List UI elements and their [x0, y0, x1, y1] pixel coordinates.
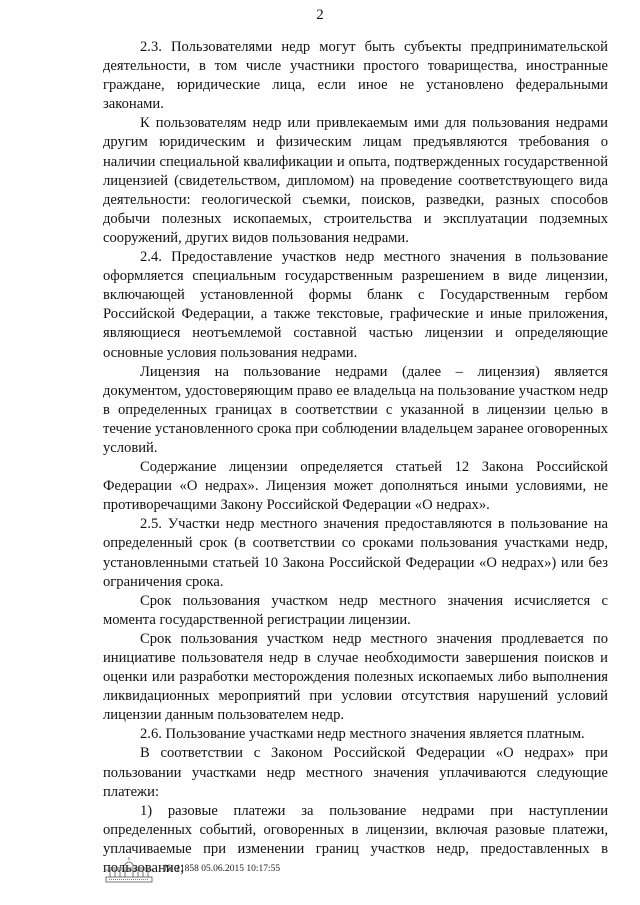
- parliament-building-seal-icon: [104, 854, 154, 884]
- page-number: 2: [316, 7, 324, 23]
- paragraph-license-content: Содержание лицензии определяется статьей 12 Закона Российской Федерации «О недрах». Лицензия может дополняться иными условиями, не противоречащими Закону Российской Федерации «О недрах».: [103, 459, 608, 514]
- paragraph-2-4: 2.4. Предоставление участков недр местного значения в пользование оформляется специальным государственным разрешением в виде лицензии, включающей установленной формы бланк с Государственным гербом Российской Федерации, а также текстовые, графические и иные приложения, являющиеся неотъемлемой составной частью лицензии и определяющие основные условия пользования недрами.: [103, 249, 608, 361]
- paragraph-2-3: 2.3. Пользователями недр могут быть субъекты предпринимательской деятельности, в том числе участники простого товарищества, иностранные граждане, юридические лица, если иное не установлено федеральными законами.: [103, 39, 608, 113]
- document-body: [103, 38, 608, 878]
- document-footer: [104, 852, 280, 886]
- paragraph-qualification-requirements: К пользователям недр или привлекаемым ими для пользования недрами другим юридическим и физическим лицам предъявляются требования о наличии специальной квалификации и опыта, подтвержденных государственной лицензией (свидетельством, дипломом) на проведение соответствующего вида деятельности: геологической съемки, поисков, разведки, разных способов добычи полезных ископаемых, строительства и эксплуатации подземных сооружений, других видов пользования недрами.: [103, 115, 608, 246]
- paragraph-term-start: Срок пользования участком недр местного значения исчисляется с момента государственной регистрации лицензии.: [103, 592, 608, 628]
- paragraph-2-6: 2.6. Пользование участками недр местного значения является платным.: [140, 726, 585, 743]
- paragraph-term-extension: Срок пользования участком недр местного значения продлевается по инициативе пользователя недр в случае необходимости завершения поисков и оценки или разработки месторождения полезных ископаемых либо выполнения ликвидационных мероприятий при условии отсутствия нарушений условий лицензии данным пользователем недр.: [103, 630, 608, 724]
- paragraph-payment-item-1: 1) разовые платежи за пользование недрами при наступлении определенных событий, оговоренных в лицензии, включая разовые платежи, уплачиваемые при изменении границ участков недр, предоставленных в пользование;: [103, 802, 608, 877]
- paragraph-payments-intro: В соответствии с Законом Российской Федерации «О недрах» при пользовании участками недр местного значения уплачиваются следующие платежи:: [103, 745, 608, 800]
- document-registration-stamp: № 11858 05.06.2015 10:17:55: [164, 864, 281, 874]
- paragraph-2-5: 2.5. Участки недр местного значения предоставляются в пользование на определенный срок (в соответствии со сроками пользования участками недр, установленными статьей 10 Закона Российской Федерации «О недрах») или без ограничения срока.: [103, 516, 608, 590]
- paragraph-license-definition: Лицензия на пользование недрами (далее – лицензия) является документом, удостоверяющим право ее владельца на пользование участком недр в определенных границах в соответствии с указанной в лицензии целью в течение установленного срока при соблюдении владельцем заранее оговоренных условий.: [103, 363, 608, 456]
